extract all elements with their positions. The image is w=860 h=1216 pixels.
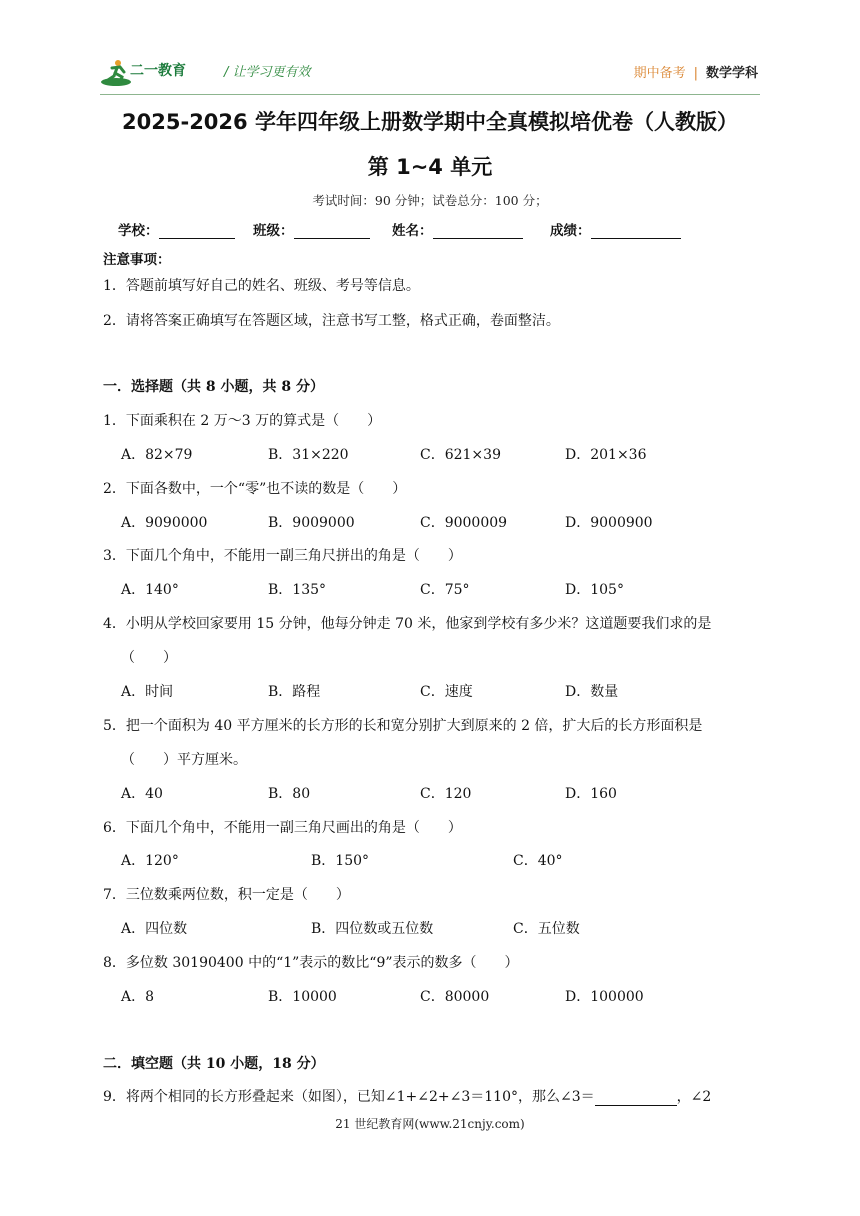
option: D．9000900: [565, 515, 653, 531]
score-label: 成绩：: [550, 223, 591, 239]
option: C．80000: [420, 989, 490, 1005]
option: B．150°: [311, 853, 370, 869]
header-subject: 数学学科: [705, 66, 758, 81]
question-6: 6．下面几个角中，不能用一副三角尺画出的角是（ ）: [103, 820, 462, 836]
class-blank[interactable]: [294, 223, 370, 239]
question-5: 5．把一个面积为 40 平方厘米的长方形的长和宽分别扩大到原来的 2 倍，扩大后的长方形面积是: [103, 718, 703, 734]
option: C．40°: [513, 853, 563, 869]
option: A．9090000: [121, 515, 208, 531]
option: B．路程: [268, 684, 321, 700]
brand-slogan: / 让学习更有效: [224, 65, 311, 80]
answer-blank[interactable]: [595, 1091, 677, 1106]
school-field: [118, 219, 235, 239]
option: D．105°: [565, 582, 624, 598]
question-4: 4．小明从学校回家要用 15 分钟，他每分钟走 70 米，他家到学校有多少米？这道题要我们求的是: [103, 616, 712, 632]
header-separator: |: [693, 66, 698, 81]
option: B．135°: [268, 582, 327, 598]
question-5-cont: （ ）平方厘米。: [121, 752, 247, 768]
option: C．621×39: [420, 447, 501, 463]
question-3: 3．下面几个角中，不能用一副三角尺拼出的角是（ ）: [103, 548, 462, 564]
option: D．160: [565, 786, 617, 802]
section-title: 一．选择题（共 8 小题，共 8 分）: [103, 379, 324, 395]
exam-title: 2025-2026 学年四年级上册数学期中全真模拟培优卷（人教版）: [122, 110, 738, 134]
score-field: [550, 219, 681, 239]
option: D．201×36: [565, 447, 647, 463]
option: A．40: [121, 786, 163, 802]
question-4-cont: （ ）: [121, 650, 177, 666]
question-9-text-cont: ，∠2: [676, 1089, 712, 1105]
question-9-text: 9．将两个相同的长方形叠起来（如图），已知∠1+∠2+∠3＝110°，那么∠3＝: [103, 1089, 595, 1105]
header-divider: [100, 94, 760, 95]
name-blank[interactable]: [433, 223, 523, 239]
option: C．120: [420, 786, 472, 802]
option: C．75°: [420, 582, 470, 598]
option: A．四位数: [121, 921, 188, 937]
option: A．140°: [121, 582, 179, 598]
notice-title: 注意事项：: [103, 252, 171, 268]
notice-item: 1．答题前填写好自己的姓名、班级、考号等信息。: [103, 278, 420, 294]
class-label: 班级：: [253, 223, 294, 239]
school-blank[interactable]: [159, 223, 235, 239]
option: B．9009000: [268, 515, 355, 531]
notice-item: 2．请将答案正确填写在答题区域，注意书写工整，格式正确，卷面整洁。: [103, 313, 560, 329]
option: B．31×220: [268, 447, 349, 463]
option: B．10000: [268, 989, 337, 1005]
exam-info: 考试时间：90 分钟；试卷总分：100 分；: [312, 193, 548, 208]
name-field: [392, 219, 523, 239]
option: B．四位数或五位数: [311, 921, 434, 937]
option: A．8: [121, 989, 155, 1005]
header-category: 期中备考: [633, 66, 686, 81]
score-blank[interactable]: [591, 223, 681, 239]
name-label: 姓名：: [392, 223, 433, 239]
question-8: 8．多位数 30190400 中的“1”表示的数比“9”表示的数多（ ）: [103, 955, 519, 971]
class-field: [253, 219, 370, 239]
header-right: [634, 62, 758, 81]
option: B．80: [268, 786, 311, 802]
option: C．9000009: [420, 515, 508, 531]
option: D．数量: [565, 684, 619, 700]
question-7: 7．三位数乘两位数，积一定是（ ）: [103, 887, 350, 903]
option: A．时间: [121, 684, 174, 700]
exam-subtitle: 第 1~4 单元: [367, 155, 493, 179]
option: C．速度: [420, 684, 473, 700]
option: A．120°: [121, 853, 179, 869]
option: D．100000: [565, 989, 644, 1005]
question-2: 2．下面各数中，一个“零”也不读的数是（ ）: [103, 481, 407, 497]
brand-name: 二一教育: [130, 63, 186, 79]
page-footer: 21 世纪教育网(www.21cnjy.com): [335, 1117, 525, 1131]
option: C．五位数: [513, 921, 580, 937]
option: A．82×79: [121, 447, 193, 463]
question-9: [103, 1086, 711, 1106]
question-1: 1．下面乘积在 2 万～3 万的算式是（ ）: [103, 413, 382, 429]
school-label: 学校：: [118, 223, 159, 239]
section-title: 二．填空题（共 10 小题，18 分）: [103, 1056, 325, 1072]
page-header: [100, 56, 760, 96]
